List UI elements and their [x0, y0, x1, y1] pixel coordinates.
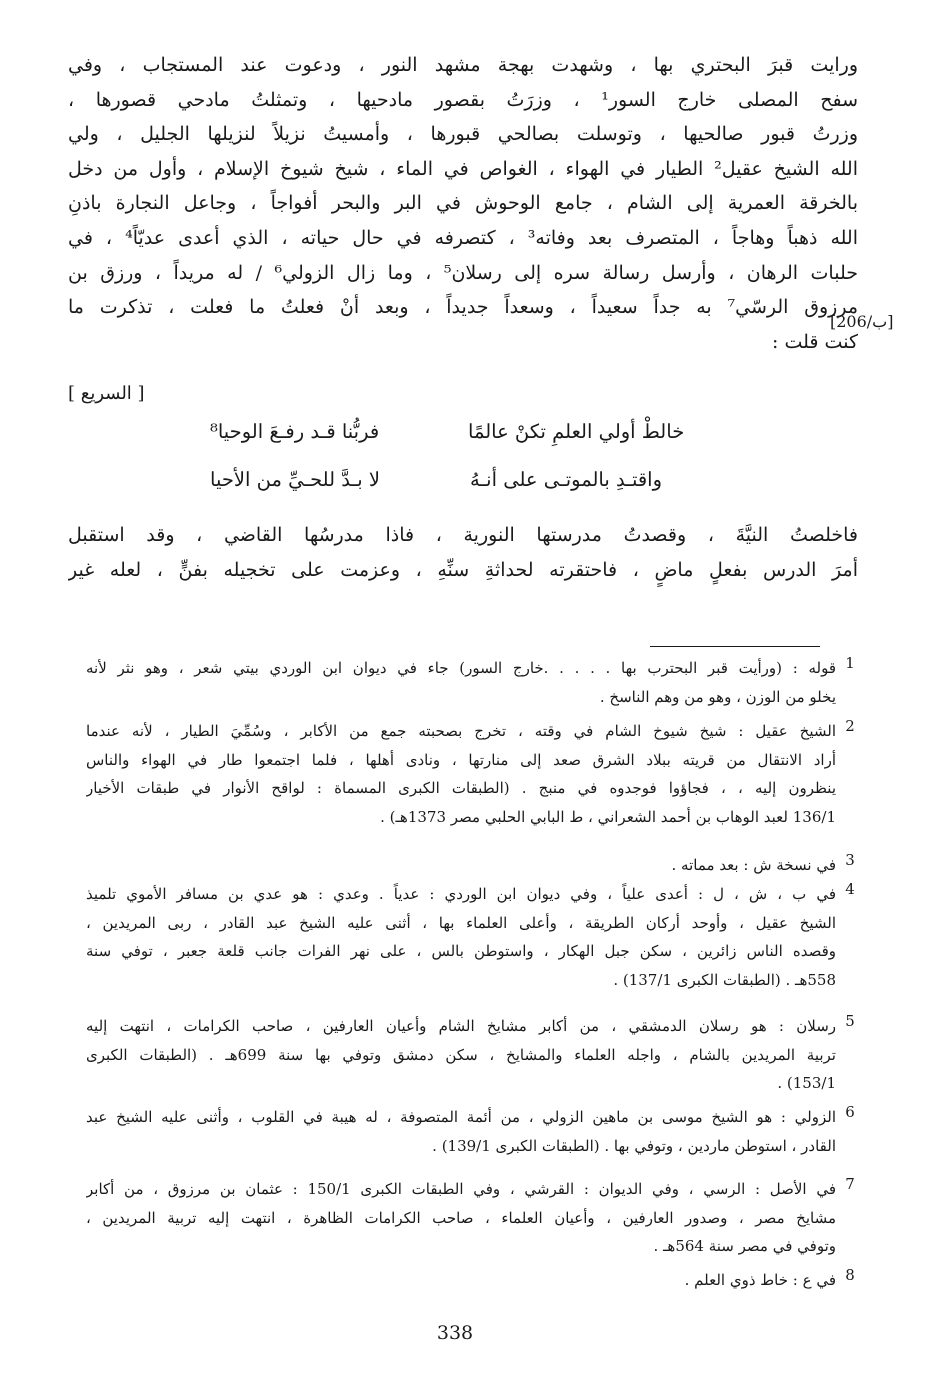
footnote-number: 8 — [845, 1266, 855, 1284]
footnote — [86, 1012, 855, 1098]
continuation-text — [68, 518, 858, 587]
page-number: 338 — [436, 1322, 474, 1344]
text-line: الله ذهباً وهاجاً ، المتصرف بعد وفاته³ ، كتصرفه في حال حياته ، الذي أعدى عديّاً⁴ ، في — [68, 226, 858, 249]
verse-2-hemistich-2: لا بـدَّ للحـيِّ من الأحيا — [210, 468, 380, 491]
footnote-line: وتوفي في مصر سنة 564هـ . — [653, 1237, 836, 1255]
verse-1-hemistich-2: فربُّنا قـد رفـعَ الوحيا⁸ — [210, 420, 380, 443]
main-text — [68, 48, 858, 359]
footnote-line: في الأصل : الرسي ، وفي الديوان : القرشي ، وفي الطبقات الكبرى 150/1 : عثمان بن مرزوق ، من أكابر — [86, 1180, 836, 1198]
footnote-number: 6 — [845, 1103, 855, 1121]
footnote-number: 5 — [845, 1012, 855, 1030]
text-line: كنت قلت : — [772, 330, 858, 353]
footnote-line: تربية المريدين بالشام ، واجله العلماء والمشايخ ، سكن دمشق وتوفي بها سنة 699هـ . (الطبقات الكبرى — [86, 1045, 836, 1064]
text-line: ورايت قبرَ البحتري بها ، وشهدت بهجة مشهد النور ، ودعوت عند المستجاب ، وفي — [68, 54, 858, 76]
footnote-line: الزولي : هو الشيخ موسى بن ماهين الزولي ، من أئمة المتصوفة ، له هيبة في القلوب ، وأثنى عليه الشيخ عبد — [86, 1108, 836, 1126]
footnote-number: 1 — [845, 654, 855, 672]
footnote-line: أراد الانتقال من قريته ببلاد الشرق صعد إلى منارتها ، ونادى أهلها ، فلما اجتمعوا طار في الهواء والناس — [86, 750, 836, 769]
footnote-line: 136/1 لعبد الوهاب بن أحمد الشعراني ، ط البابي الحلبي مصر 1373هـ) . — [380, 807, 836, 826]
footnote-line: يخلو من الوزن ، وهو من وهم الناسخ . — [599, 687, 836, 706]
footnote-line: الشيخ عقيل ، وأوحد أركان الطريقة ، وأعلى العلماء بها ، أثنى عليه الشيخ عبد القادر ، ربى المريدين ، — [86, 913, 836, 932]
footnote — [86, 1266, 855, 1295]
text-line: الله الشيخ عقيل² الطيار في الهواء ، الغواص في الماء ، شيخ شيوخ الإسلام ، وأول من دخل — [68, 157, 858, 180]
footnote-line: في نسخة ش : بعد مماته . — [671, 856, 836, 874]
text-line: وزرتُ قبور صالحيها ، وتوسلت بصالحي قبورها ، وأمسيتُ نزيلاً لنزيلها الجليل ، ولي — [68, 123, 858, 146]
text-line: حلبات الرهان ، وأرسل رسالة سره إلى رسلان⁵ ، وما زال الزولي⁶ / له مريداً ، ورزق بن — [68, 261, 858, 284]
footnote-number: 2 — [845, 717, 855, 735]
footnote — [86, 654, 855, 711]
footnote-line: في ب ، ش ، ل : أعدى علياً ، وفي ديوان ابن الوردي : عدياً . وعدي : هو عدي بن مسافر الأموي تلميذ — [86, 885, 836, 903]
footnote-line: القادر ، استوطن ماردين ، وتوفي بها . (الطبقات الكبرى 139/1) . — [432, 1136, 836, 1155]
footnote — [86, 1175, 855, 1261]
footnote-line: في ع : خاط ذوي العلم . — [684, 1271, 836, 1289]
footnote-line: 153/1) . — [777, 1074, 836, 1092]
meter-label: [ السريع ] — [68, 383, 145, 404]
verse-1-hemistich-1: خالطْ أولي العلمِ تكنْ عالمًا — [468, 420, 685, 443]
text-line: أمرَ الدرس بفعلٍ ماضٍ ، فاحتقرته لحداثةِ سنِّهِ ، وعزمت على تخجيله بفنٍّ ، لعله غير — [68, 558, 858, 581]
footnote — [86, 717, 855, 831]
footnote-number: 3 — [845, 851, 855, 869]
text-line: فاخلصتُ النيَّةَ ، وقصدتُ مدرستها النورية ، فاذا مدرسُها القاضي ، وقد استقبل — [68, 524, 858, 546]
footnote-line: الشيخ عقيل : شيخ شيوخ الشام في وقته ، تخرج بصحبته جمع من الأكابر ، وسُمِّيَ الطيار ، لأنه عندما — [86, 722, 836, 740]
margin-folio-note: [206/ب] — [830, 312, 894, 331]
footnote — [86, 880, 855, 994]
footnote — [86, 851, 855, 880]
footnote-line: رسلان : هو رسلان الدمشقي ، من أكابر مشايخ الشام وأعيان العارفين ، صاحب الكرامات ، انتهت إليه — [86, 1017, 836, 1035]
footnote-separator — [650, 646, 820, 647]
footnote — [86, 1103, 855, 1160]
text-line: بالخرقة العمرية إلى الشام ، جامع الوحوش في البر والبحر أفواجاً ، وجاعل النجارة باذنِ — [68, 192, 858, 215]
footnote-line: 558هـ . (الطبقات الكبرى 137/1) . — [613, 970, 836, 989]
footnote-line: قوله : (ورأيت قبر البحترب بها . . . . .خارج السور) جاء في ديوان ابن الوردي بيتي شعر ، وهو نثر لأنه — [86, 659, 836, 677]
text-line: مرزوق الرسّي⁷ به جداً سعيداً ، وسعداً جديداً ، وبعد أنْ فعلتُ ما فعلت ، تذكرت ما — [68, 296, 858, 319]
text-line: سفح المصلى خارج السور¹ ، وزرَتُ بقصور مادحيها ، وتمثلتُ مادحي قصورها ، — [68, 88, 858, 111]
verse-2-hemistich-1: واقتـدِ بالموتـى على أنـهُ — [470, 468, 662, 491]
footnote-line: وقصده الناس زائرين ، سكن جبل الهكار ، واستوطن بالس ، على نهر الفرات جانب قلعة جعبر ، توفي سنة — [86, 942, 836, 960]
footnote-number: 4 — [845, 880, 855, 898]
footnote-line: ينظرون إليه ، ، فجاؤوا فوجدوه في منبج . (الطبقات الكبرى المسماة : لواقح الأنوار في طبقات الأخيار — [86, 779, 836, 797]
footnote-number: 7 — [845, 1175, 855, 1193]
footnote-line: مشايخ مصر ، وصدور العارفين ، وأعيان العلماء ، صاحب الكرامات الظاهرة ، انتهت إليه تربية المريدين ، — [86, 1208, 836, 1227]
